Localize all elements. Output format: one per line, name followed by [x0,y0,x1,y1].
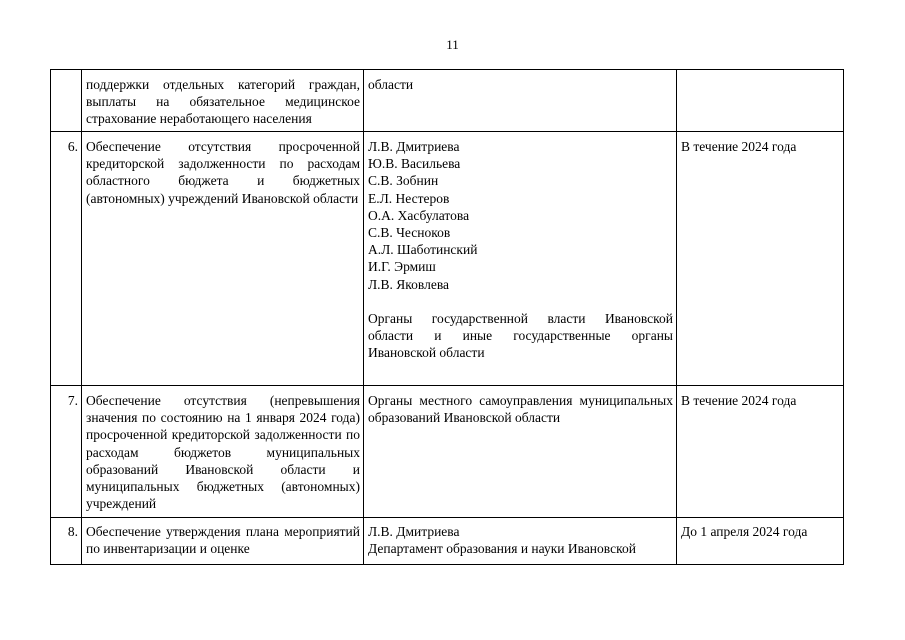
responsible-line: С.В. Зобнин [368,173,439,189]
table-row [51,70,844,132]
responsible-line: Е.Л. Нестеров [368,190,450,206]
task-cell: Обеспечение отсутствия (непревышения значения по состоянию на 1 января 2024 года) просроченной кредиторской задолженности по расходам бюджетов муниципальных образований Ивановской области и муниципальных бюджетных (автономных) учреждений [82,386,364,518]
responsible-line: Л.В. Дмитриева [368,139,460,154]
responsible-line: Ю.В. Васильева [368,156,461,172]
table-row [51,518,844,565]
term-cell: До 1 апреля 2024 года [677,518,844,565]
responsible-org: Органы местного самоуправления муниципальных образований Ивановской области [368,393,673,426]
responsible-line: А.Л. Шаботинский [368,242,478,258]
responsible-line: Л.В. Дмитриева [368,524,460,539]
task-cell: Обеспечение отсутствия просроченной кредиторской задолженности по расходам областного бюджета и бюджетных (автономных) учреждений Ивановской области [82,132,364,386]
responsible-line: Департамент образования и науки Ивановской [368,541,636,557]
row-number: 8. [51,518,82,565]
task-cell: поддержки отдельных категорий граждан, выплаты на обязательное медицинское страхование неработающего населения [82,70,364,132]
responsible-cell [364,132,677,386]
page-number: 11 [446,37,459,52]
responsible-line: Л.В. Яковлева [368,276,450,292]
task-cell: Обеспечение утверждения плана мероприятий по инвентаризации и оценке [82,518,364,565]
responsible-org: Органы государственной власти Ивановской области и иные государственные органы Ивановской области [368,310,673,361]
responsible-line: И.Г. Эрмиш [368,259,436,275]
row-number: 6. [51,132,82,386]
term-cell [677,70,844,132]
term-cell: В течение 2024 года [677,386,844,518]
term-cell: В течение 2024 года [677,132,844,386]
responsible-cell [364,70,677,132]
row-number [51,70,82,132]
responsible-cell [364,518,677,565]
responsible-line: С.В. Чесноков [368,225,451,241]
row-number: 7. [51,386,82,518]
table-row [51,132,844,386]
action-plan-table [50,69,844,565]
responsible-line: области [368,77,414,92]
spacer [368,293,673,310]
responsible-cell [364,386,677,518]
responsible-line: О.А. Хасбулатова [368,207,470,223]
table-row [51,386,844,518]
